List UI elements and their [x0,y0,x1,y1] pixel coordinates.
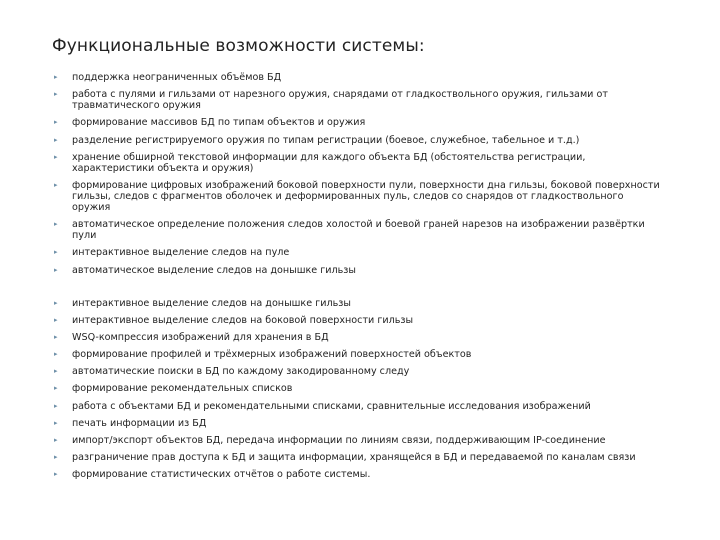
list-item [52,452,662,463]
triangle-right-icon: ▸ [54,384,58,393]
list-item [52,315,662,326]
triangle-right-icon: ▸ [54,135,58,144]
list-item [52,152,662,174]
bullet-list [52,72,662,487]
list-item-text: хранение обширной текстовой информации для каждого объекта БД (обстоятельства регистрации, характеристики объекта и оружия) [72,151,586,174]
list-item-text: интерактивное выделение следов на донышке гильзы [72,297,351,309]
triangle-right-icon: ▸ [54,367,58,376]
list-item-text: автоматическое определение положения следов холостой и боевой граней нарезов на изображении развёртки пули [72,219,645,242]
list-item-text: интерактивное выделение следов на боковой поверхности гильзы [72,314,414,326]
list-item-text: формирование статистических отчётов о работе системы. [72,469,371,481]
list-item [52,298,662,309]
list-item [52,219,662,241]
list-item-text: автоматические поиски в БД по каждому закодированному следу [72,366,410,378]
list-item [52,117,662,128]
triangle-right-icon: ▸ [54,180,58,189]
triangle-right-icon: ▸ [54,248,58,257]
triangle-right-icon: ▸ [54,152,58,161]
list-item-text: WSQ-компрессия изображений для хранения в БД [72,331,329,343]
triangle-right-icon: ▸ [54,350,58,359]
triangle-right-icon: ▸ [54,436,58,444]
triangle-right-icon: ▸ [54,220,58,229]
list-item-text: импорт/экспорт объектов БД, передача информации по линиям связи, поддерживающим IP-соединение [72,435,606,446]
list-item [52,435,662,446]
list-item [52,135,662,146]
list-item [52,383,662,394]
list-item [52,366,662,377]
slide-title: Функциональные возможности системы: [52,36,425,56]
triangle-right-icon: ▸ [54,453,58,462]
list-item-text: формирование цифровых изображений боковой поверхности пули, поверхности дна гильзы, боковой поверхности гильзы, следов с фрагментов оболочек и деформированных пуль, следов со снарядов от гладкоствольного оружия [72,179,660,213]
list-item [52,349,662,360]
triangle-right-icon: ▸ [54,298,58,307]
list-item [52,180,662,213]
list-item [52,247,662,258]
triangle-right-icon: ▸ [54,315,58,324]
list-item-text: формирование массивов БД по типам объектов и оружия [72,117,366,129]
list-item-text: формирование рекомендательных списков [72,383,293,395]
list-item [52,265,662,276]
list-item [52,89,662,111]
list-item [52,469,662,480]
triangle-right-icon: ▸ [54,90,58,99]
list-item-text: печать информации из БД [72,417,207,429]
list-item-text: поддержка неограниченных объёмов БД [72,72,282,83]
list-item [52,72,662,83]
list-item-text: разделение регистрируемого оружия по типам регистрации (боевое, служебное, табельное и т.д.) [72,134,580,146]
list-item-text: интерактивное выделение следов на пуле [72,247,290,259]
list-item [52,418,662,429]
triangle-right-icon: ▸ [54,332,58,341]
list-item-text: работа с объектами БД и рекомендательными списками, сравнительные исследования изображений [72,400,591,412]
triangle-right-icon: ▸ [54,118,58,127]
triangle-right-icon: ▸ [54,401,58,410]
list-item [52,332,662,343]
list-item [52,401,662,412]
list-item-text: работа с пулями и гильзами от нарезного оружия, снарядами от гладкоствольного оружия, гильзами от травматического оружия [72,89,608,112]
triangle-right-icon: ▸ [54,265,58,274]
list-item-text: разграничение прав доступа к БД и защита информации, хранящейся в БД и передаваемой по каналам связи [72,452,636,464]
list-item-text: автоматическое выделение следов на донышке гильзы [72,264,356,276]
triangle-right-icon: ▸ [54,470,58,479]
list-item-text: формирование профилей и трёхмерных изображений поверхностей объектов [72,349,472,361]
triangle-right-icon: ▸ [54,418,58,427]
triangle-right-icon: ▸ [54,73,58,81]
